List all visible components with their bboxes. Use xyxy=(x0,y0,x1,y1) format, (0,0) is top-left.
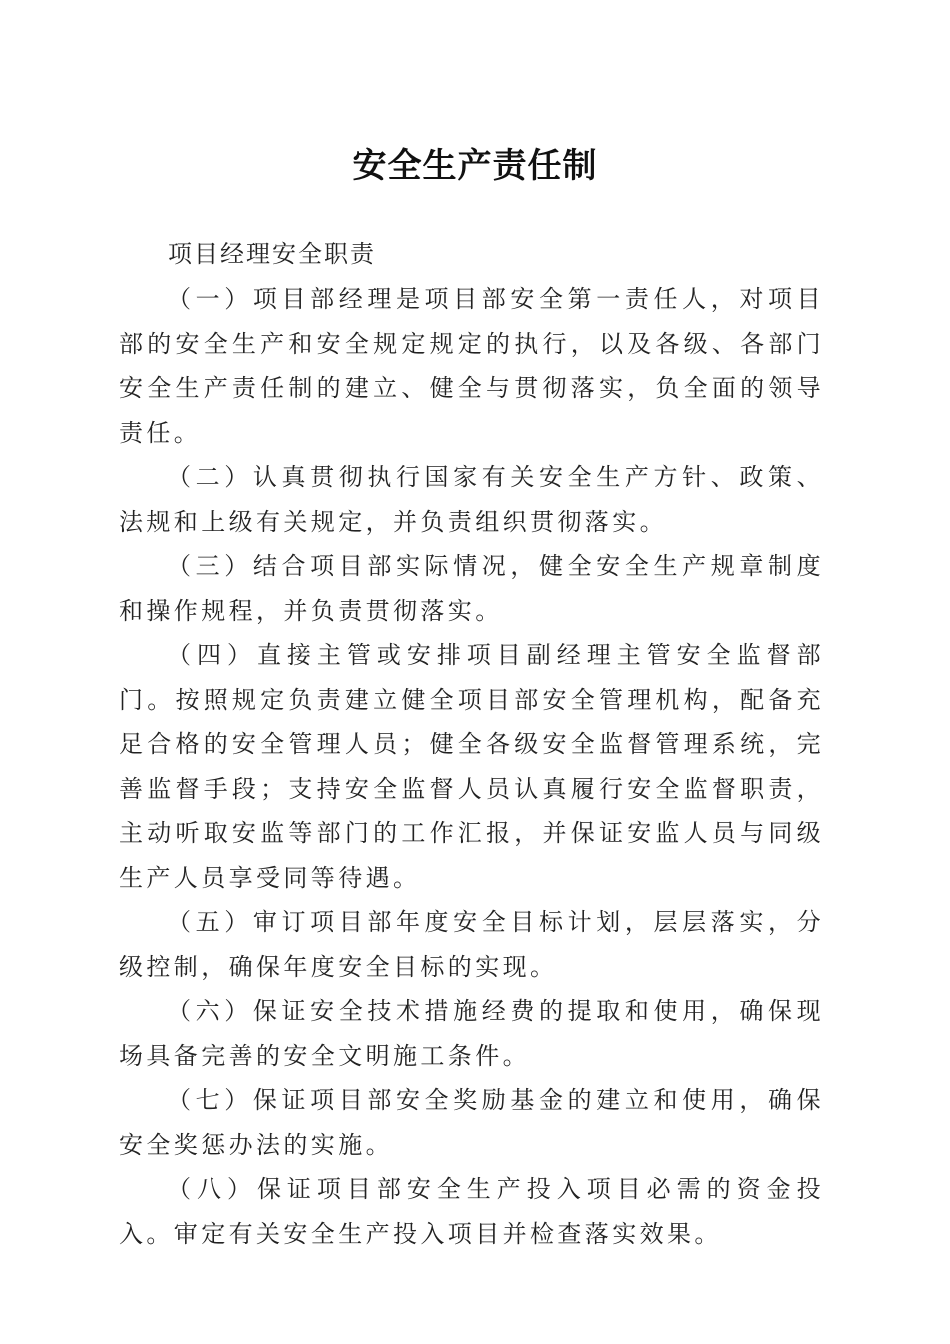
paragraph-7: （七）保证项目部安全奖励基金的建立和使用，确保安全奖惩办法的实施。 xyxy=(119,1086,824,1159)
paragraph-3: （三）结合项目部实际情况，健全安全生产规章制度和操作规程，并负责贯彻落实。 xyxy=(119,552,824,625)
paragraph-5: （五）审订项目部年度安全目标计划，层层落实，分级控制，确保年度安全目标的实现。 xyxy=(119,908,824,981)
paragraph-1: （一）项目部经理是项目部安全第一责任人，对项目部的安全生产和安全规定规定的执行，以及各级、各部门安全生产责任制的建立、健全与贯彻落实，负全面的领导责任。 xyxy=(119,285,824,447)
paragraph-8: （八）保证项目部安全生产投入项目必需的资金投入。审定有关安全生产投入项目并检查落实效果。 xyxy=(119,1175,824,1248)
paragraph-4: （四）直接主管或安排项目副经理主管安全监督部门。按照规定负责建立健全项目部安全管理机构，配备充足合格的安全管理人员；健全各级安全监督管理系统，完善监督手段；支持安全监督人员认真履行安全监督职责，主动听取安监等部门的工作汇报，并保证安监人员与同级生产人员享受同等待遇。 xyxy=(119,641,824,892)
paragraph-2: （二）认真贯彻执行国家有关安全生产方针、政策、法规和上级有关规定，并负责组织贯彻落实。 xyxy=(119,463,824,536)
paragraph-6: （六）保证安全技术措施经费的提取和使用，确保现场具备完善的安全文明施工条件。 xyxy=(119,997,824,1070)
document-title: 安全生产责任制 xyxy=(352,146,598,186)
section-heading: 项目经理安全职责 xyxy=(168,240,376,268)
document-body xyxy=(119,277,824,1256)
